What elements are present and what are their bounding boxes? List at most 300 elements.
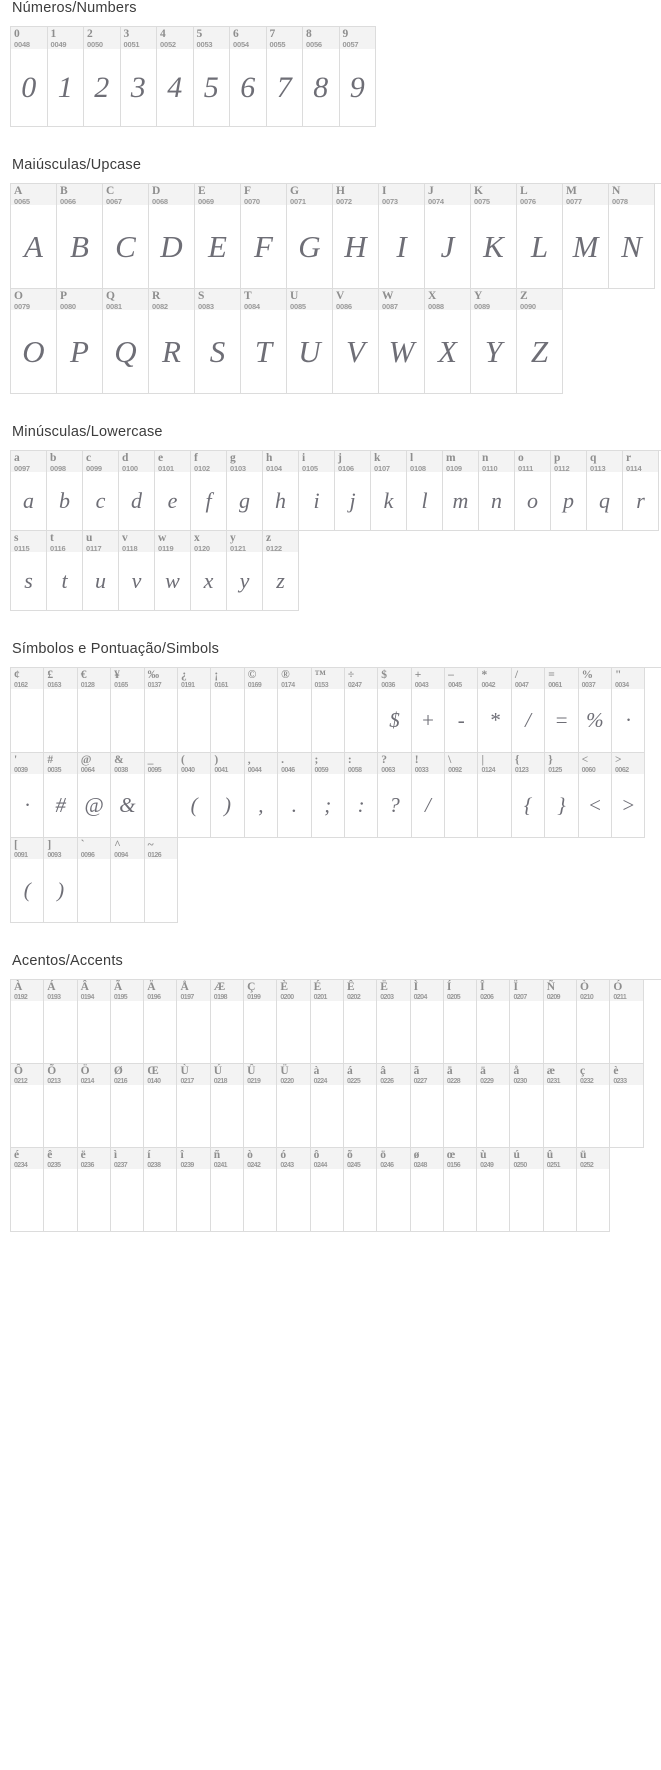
glyph-cell[interactable] — [377, 1148, 410, 1232]
glyph-cell[interactable] — [344, 1064, 377, 1148]
glyph-cell[interactable] — [623, 451, 659, 531]
glyph-cell[interactable] — [299, 451, 335, 531]
glyph-cell[interactable] — [78, 668, 111, 753]
glyph-code: 0216 — [113, 1078, 128, 1086]
glyph-cell[interactable] — [587, 451, 623, 531]
glyph-cell[interactable] — [510, 1148, 543, 1232]
glyph-cell[interactable] — [111, 1064, 144, 1148]
glyph-cell[interactable] — [333, 184, 379, 289]
glyph-cell[interactable] — [78, 980, 111, 1064]
glyph-cell[interactable] — [78, 838, 111, 923]
glyph-character: Õ — [47, 1065, 57, 1077]
glyph-cell[interactable] — [227, 531, 263, 611]
glyph-header — [145, 753, 177, 774]
glyph-cell[interactable] — [577, 980, 610, 1064]
glyph-preview: { — [523, 793, 533, 817]
glyph-code: 0095 — [147, 767, 162, 775]
glyph-preview: - — [457, 708, 465, 732]
glyph-code: 0163 — [47, 682, 61, 690]
glyph-header — [517, 184, 562, 205]
glyph-cell[interactable] — [277, 1064, 310, 1148]
glyph-cell[interactable] — [377, 980, 410, 1064]
glyph-header — [263, 531, 298, 552]
glyph-character: É — [313, 981, 322, 993]
glyph-cell[interactable] — [11, 184, 57, 289]
glyph-cell[interactable] — [267, 27, 304, 127]
glyph-preview: d — [131, 488, 142, 513]
glyph-cell[interactable] — [178, 753, 211, 838]
glyph-cell[interactable] — [44, 838, 77, 923]
glyph-code: 0108 — [410, 464, 426, 474]
glyph-preview: ) — [57, 878, 65, 902]
glyph-code: 0071 — [290, 197, 306, 207]
glyph-cell[interactable] — [11, 980, 44, 1064]
glyph-header — [144, 1064, 176, 1085]
glyph-character: [ — [14, 839, 18, 851]
glyph-preview: W — [388, 333, 415, 369]
glyph-preview: m — [452, 488, 469, 513]
glyph-code: 0058 — [347, 767, 362, 775]
glyph-cell[interactable] — [47, 531, 83, 611]
glyph-character: x — [194, 532, 200, 544]
glyph-preview: < — [587, 793, 602, 817]
glyph-code: 0049 — [50, 40, 67, 50]
glyph-cell[interactable] — [11, 668, 44, 753]
glyph-code: 0063 — [381, 767, 395, 775]
glyph-code: 0042 — [481, 682, 496, 690]
glyph-cell[interactable] — [244, 1064, 277, 1148]
glyph-cell[interactable] — [57, 289, 103, 394]
glyph-character: q — [590, 452, 597, 464]
glyph-preview: C — [115, 228, 136, 264]
glyph-preview: U — [298, 333, 321, 369]
glyph-code: 0205 — [446, 994, 461, 1002]
glyph-preview — [277, 1085, 309, 1147]
glyph-cell[interactable] — [344, 1148, 377, 1232]
glyph-cell[interactable] — [378, 753, 411, 838]
glyph-cell[interactable] — [407, 451, 443, 531]
glyph-cell[interactable] — [411, 980, 444, 1064]
glyph-cell[interactable] — [445, 668, 478, 753]
glyph-cell[interactable] — [479, 451, 515, 531]
glyph-cell[interactable] — [83, 531, 119, 611]
glyph-cell[interactable] — [78, 1064, 111, 1148]
glyph-character: ™ — [314, 669, 327, 681]
glyph-cell[interactable] — [577, 1064, 610, 1148]
glyph-header — [195, 184, 240, 205]
glyph-character: 0 — [14, 28, 20, 40]
glyph-cell[interactable] — [44, 980, 77, 1064]
glyph-cell[interactable] — [471, 184, 517, 289]
glyph-preview: B — [70, 228, 89, 264]
glyph-cell[interactable] — [551, 451, 587, 531]
glyph-character: 8 — [306, 28, 312, 40]
glyph-cell[interactable] — [144, 980, 177, 1064]
glyph-cell[interactable] — [191, 531, 227, 611]
glyph-cell[interactable] — [278, 668, 311, 753]
glyph-cell[interactable] — [149, 184, 195, 289]
glyph-code: 0210 — [580, 994, 594, 1002]
glyph-cell[interactable] — [263, 531, 299, 611]
glyph-cell[interactable] — [211, 1064, 244, 1148]
glyph-cell[interactable] — [379, 289, 425, 394]
glyph-preview: ) — [224, 793, 232, 817]
glyph-cell[interactable] — [579, 668, 612, 753]
glyph-cell[interactable] — [311, 1148, 344, 1232]
glyph-cell[interactable] — [477, 1064, 510, 1148]
glyph-preview — [444, 1169, 476, 1231]
glyph-cell[interactable] — [545, 753, 578, 838]
glyph-preview: % — [586, 708, 604, 732]
glyph-cell[interactable] — [340, 27, 377, 127]
glyph-header — [377, 980, 409, 1001]
glyph-code: 0120 — [194, 544, 210, 554]
glyph-preview — [244, 1085, 276, 1147]
glyph-character: â — [380, 1065, 387, 1077]
glyph-character: ø — [413, 1149, 420, 1161]
glyph-cell[interactable] — [191, 451, 227, 531]
glyph-character: * — [481, 669, 488, 681]
glyph-cell[interactable] — [477, 1148, 510, 1232]
glyph-cell[interactable] — [111, 838, 144, 923]
glyph-cell[interactable] — [195, 289, 241, 394]
glyph-character: Y — [474, 290, 483, 302]
glyph-code: 0059 — [314, 767, 329, 775]
glyph-character: 6 — [233, 28, 239, 40]
glyph-cell[interactable] — [311, 980, 344, 1064]
glyph-cell[interactable] — [211, 753, 244, 838]
glyph-cell[interactable] — [263, 451, 299, 531]
glyph-cell[interactable] — [11, 27, 48, 127]
glyph-cell[interactable] — [544, 980, 577, 1064]
glyph-cell[interactable] — [287, 184, 333, 289]
glyph-cell[interactable] — [121, 27, 158, 127]
glyph-cell[interactable] — [471, 289, 517, 394]
glyph-header — [83, 451, 118, 472]
glyph-code: 0076 — [520, 197, 536, 207]
glyph-cell[interactable] — [84, 27, 121, 127]
glyph-cell[interactable] — [57, 184, 103, 289]
glyph-cell[interactable] — [78, 753, 111, 838]
glyph-cell[interactable] — [103, 184, 149, 289]
glyph-cell[interactable] — [11, 753, 44, 838]
glyph-cell[interactable] — [444, 1064, 477, 1148]
glyph-cell[interactable] — [545, 668, 578, 753]
glyph-cell[interactable] — [145, 753, 178, 838]
glyph-cell[interactable] — [612, 668, 645, 753]
glyph-preview — [277, 1001, 309, 1063]
glyph-code: 0062 — [615, 767, 629, 775]
glyph-character: % — [581, 669, 594, 681]
glyph-preview: > — [621, 793, 636, 817]
glyph-cell[interactable] — [444, 980, 477, 1064]
glyph-header — [512, 668, 544, 689]
glyph-header — [444, 1148, 476, 1169]
glyph-cell[interactable] — [378, 668, 411, 753]
glyph-character: L — [520, 185, 528, 197]
glyph-cell[interactable] — [103, 289, 149, 394]
glyph-cell[interactable] — [477, 980, 510, 1064]
glyph-header — [244, 980, 276, 1001]
glyph-cell[interactable] — [241, 184, 287, 289]
glyph-cell[interactable] — [177, 980, 210, 1064]
glyph-cell[interactable] — [119, 531, 155, 611]
glyph-cell[interactable] — [144, 1064, 177, 1148]
glyph-cell[interactable] — [195, 184, 241, 289]
glyph-cell[interactable] — [515, 451, 551, 531]
glyph-header — [477, 1148, 509, 1169]
glyph-cell[interactable] — [149, 289, 195, 394]
glyph-header — [111, 1148, 143, 1169]
glyph-cell[interactable] — [512, 668, 545, 753]
glyph-cell[interactable] — [144, 1148, 177, 1232]
glyph-preview: c — [95, 488, 106, 513]
glyph-code: 0191 — [180, 682, 195, 690]
glyph-header — [477, 1064, 509, 1085]
glyph-preview: b — [59, 488, 70, 513]
glyph-cell[interactable] — [11, 1148, 44, 1232]
glyph-cell[interactable] — [11, 289, 57, 394]
glyph-header — [230, 27, 266, 49]
glyph-cell[interactable] — [230, 27, 267, 127]
glyph-header — [299, 451, 334, 472]
glyph-character: Z — [520, 290, 528, 302]
glyph-character: Ï — [513, 981, 518, 993]
glyph-cell[interactable] — [379, 184, 425, 289]
glyph-cell[interactable] — [244, 1148, 277, 1232]
glyph-cell[interactable] — [48, 27, 85, 127]
glyph-header — [377, 1148, 409, 1169]
glyph-cell[interactable] — [563, 184, 609, 289]
glyph-cell[interactable] — [444, 1148, 477, 1232]
glyph-preview — [478, 774, 510, 837]
glyph-cell[interactable] — [111, 980, 144, 1064]
glyph-preview — [312, 689, 344, 752]
glyph-preview — [144, 1169, 176, 1231]
glyph-cell[interactable] — [155, 531, 191, 611]
glyph-character: Á — [47, 981, 56, 993]
glyph-preview: M — [572, 228, 599, 264]
glyph-character: ë — [80, 1149, 86, 1161]
glyph-code: 0081 — [106, 302, 122, 312]
glyph-preview: 4 — [167, 70, 183, 104]
glyph-preview — [44, 689, 76, 752]
glyph-header — [545, 668, 577, 689]
glyph-cell[interactable] — [245, 753, 278, 838]
glyph-cell[interactable] — [512, 753, 545, 838]
glyph-code: 0113 — [590, 464, 606, 474]
glyph-character: í — [147, 1149, 151, 1161]
glyph-cell[interactable] — [119, 451, 155, 531]
glyph-cell[interactable] — [11, 1064, 44, 1148]
glyph-cell[interactable] — [411, 1148, 444, 1232]
glyph-character: G — [290, 185, 299, 197]
glyph-cell[interactable] — [517, 184, 563, 289]
glyph-code: 0229 — [480, 1078, 494, 1086]
glyph-cell[interactable] — [11, 451, 47, 531]
glyph-code: 0128 — [80, 682, 95, 690]
section-spacer — [10, 923, 661, 953]
glyph-code: 0084 — [244, 302, 260, 312]
section-symbols — [10, 641, 661, 923]
glyph-cell[interactable] — [345, 753, 378, 838]
glyph-cell[interactable] — [157, 27, 194, 127]
glyph-cell[interactable] — [478, 668, 511, 753]
glyph-cell[interactable] — [610, 980, 643, 1064]
glyph-code: 0225 — [346, 1078, 361, 1086]
glyph-cell[interactable] — [312, 753, 345, 838]
glyph-code: 0094 — [114, 852, 128, 860]
glyph-header — [312, 753, 344, 774]
glyph-cell[interactable] — [44, 1148, 77, 1232]
glyph-character: m — [446, 452, 456, 464]
glyph-cell[interactable] — [11, 531, 47, 611]
glyph-header — [11, 289, 56, 310]
glyph-preview — [311, 1001, 343, 1063]
glyph-cell[interactable] — [211, 668, 244, 753]
glyph-cell[interactable] — [11, 838, 44, 923]
glyph-header — [510, 1148, 542, 1169]
glyph-cell[interactable] — [177, 1064, 210, 1148]
glyph-cell[interactable] — [371, 451, 407, 531]
glyph-grid-upcase — [10, 183, 661, 394]
glyph-cell[interactable] — [425, 289, 471, 394]
glyph-code: 0194 — [80, 994, 94, 1002]
glyph-cell[interactable] — [612, 753, 645, 838]
glyph-cell[interactable] — [335, 451, 371, 531]
glyph-preview — [145, 774, 177, 837]
glyph-character: 9 — [342, 28, 349, 40]
glyph-cell[interactable] — [194, 27, 231, 127]
glyph-preview — [78, 689, 110, 752]
glyph-cell[interactable] — [111, 1148, 144, 1232]
glyph-cell[interactable] — [277, 980, 310, 1064]
glyph-code: 0122 — [266, 544, 282, 554]
glyph-cell[interactable] — [544, 1064, 577, 1148]
glyph-preview — [111, 1085, 143, 1147]
glyph-code: 0233 — [613, 1078, 627, 1086]
glyph-character: Ú — [213, 1065, 223, 1077]
glyph-character: ó — [280, 1149, 287, 1161]
glyph-preview — [111, 859, 143, 922]
glyph-character: Æ — [213, 981, 226, 993]
glyph-character: Û — [247, 1065, 256, 1077]
glyph-cell[interactable] — [111, 753, 144, 838]
glyph-code: 0056 — [306, 40, 322, 50]
glyph-cell[interactable] — [412, 753, 445, 838]
glyph-cell[interactable] — [44, 753, 77, 838]
glyph-cell[interactable] — [145, 838, 178, 923]
glyph-cell[interactable] — [412, 668, 445, 753]
glyph-header — [277, 1064, 309, 1085]
glyph-cell[interactable] — [83, 451, 119, 531]
glyph-code: 0207 — [513, 994, 527, 1002]
glyph-cell[interactable] — [345, 668, 378, 753]
glyph-preview: T — [254, 333, 273, 369]
glyph-preview: E — [208, 228, 227, 264]
glyph-cell[interactable] — [579, 753, 612, 838]
glyph-preview: ; — [324, 793, 332, 817]
glyph-cell[interactable] — [411, 1064, 444, 1148]
glyph-cell[interactable] — [227, 451, 263, 531]
glyph-cell[interactable] — [510, 980, 543, 1064]
glyph-header — [477, 980, 509, 1001]
glyph-preview: & — [119, 793, 136, 817]
glyph-cell[interactable] — [245, 668, 278, 753]
glyph-cell[interactable] — [510, 1064, 543, 1148]
glyph-cell[interactable] — [303, 27, 340, 127]
glyph-preview — [78, 1001, 110, 1063]
glyph-character: 3 — [123, 28, 130, 40]
glyph-header — [377, 1064, 409, 1085]
glyph-character: h — [266, 452, 273, 464]
glyph-cell[interactable] — [544, 1148, 577, 1232]
glyph-cell[interactable] — [287, 289, 333, 394]
glyph-code: 0079 — [14, 302, 30, 312]
glyph-cell[interactable] — [312, 668, 345, 753]
glyph-cell[interactable] — [443, 451, 479, 531]
glyph-cell[interactable] — [145, 668, 178, 753]
glyph-cell[interactable] — [377, 1064, 410, 1148]
glyph-character: c — [86, 452, 92, 464]
glyph-preview — [577, 1001, 609, 1063]
glyph-header — [443, 451, 478, 472]
glyph-cell[interactable] — [178, 668, 211, 753]
glyph-cell[interactable] — [211, 1148, 244, 1232]
glyph-header — [344, 1148, 376, 1169]
glyph-character: ^ — [114, 839, 121, 851]
glyph-cell[interactable] — [577, 1148, 610, 1232]
glyph-cell[interactable] — [241, 289, 287, 394]
glyph-cell[interactable] — [425, 184, 471, 289]
glyph-preview — [245, 689, 277, 752]
glyph-header — [78, 668, 110, 689]
glyph-cell[interactable] — [47, 451, 83, 531]
glyph-cell[interactable] — [44, 668, 77, 753]
glyph-cell[interactable] — [78, 1148, 111, 1232]
glyph-cell[interactable] — [609, 184, 655, 289]
glyph-cell[interactable] — [278, 753, 311, 838]
glyph-cell[interactable] — [344, 980, 377, 1064]
glyph-cell[interactable] — [111, 668, 144, 753]
glyph-cell[interactable] — [517, 289, 563, 394]
glyph-preview: y — [239, 568, 250, 593]
glyph-header — [11, 451, 46, 472]
glyph-cell[interactable] — [177, 1148, 210, 1232]
glyph-character: $ — [381, 669, 388, 681]
glyph-code: 0101 — [158, 464, 174, 474]
glyph-code: 0235 — [47, 1162, 61, 1170]
glyph-character: I — [382, 185, 387, 197]
glyph-cell[interactable] — [211, 980, 244, 1064]
glyph-code: 0202 — [346, 994, 361, 1002]
glyph-cell[interactable] — [277, 1148, 310, 1232]
glyph-cell[interactable] — [478, 753, 511, 838]
glyph-cell[interactable] — [155, 451, 191, 531]
glyph-cell[interactable] — [333, 289, 379, 394]
glyph-character: C — [106, 185, 115, 197]
glyph-cell[interactable] — [311, 1064, 344, 1148]
glyph-character: ~ — [147, 839, 154, 851]
glyph-cell[interactable] — [445, 753, 478, 838]
glyph-preview — [244, 1001, 276, 1063]
glyph-cell[interactable] — [244, 980, 277, 1064]
glyph-code: 0116 — [50, 544, 66, 554]
glyph-header — [577, 1064, 609, 1085]
glyph-cell[interactable] — [610, 1064, 643, 1148]
section-title-lowercase: Minúsculas/Lowercase — [12, 424, 163, 440]
glyph-cell[interactable] — [44, 1064, 77, 1148]
